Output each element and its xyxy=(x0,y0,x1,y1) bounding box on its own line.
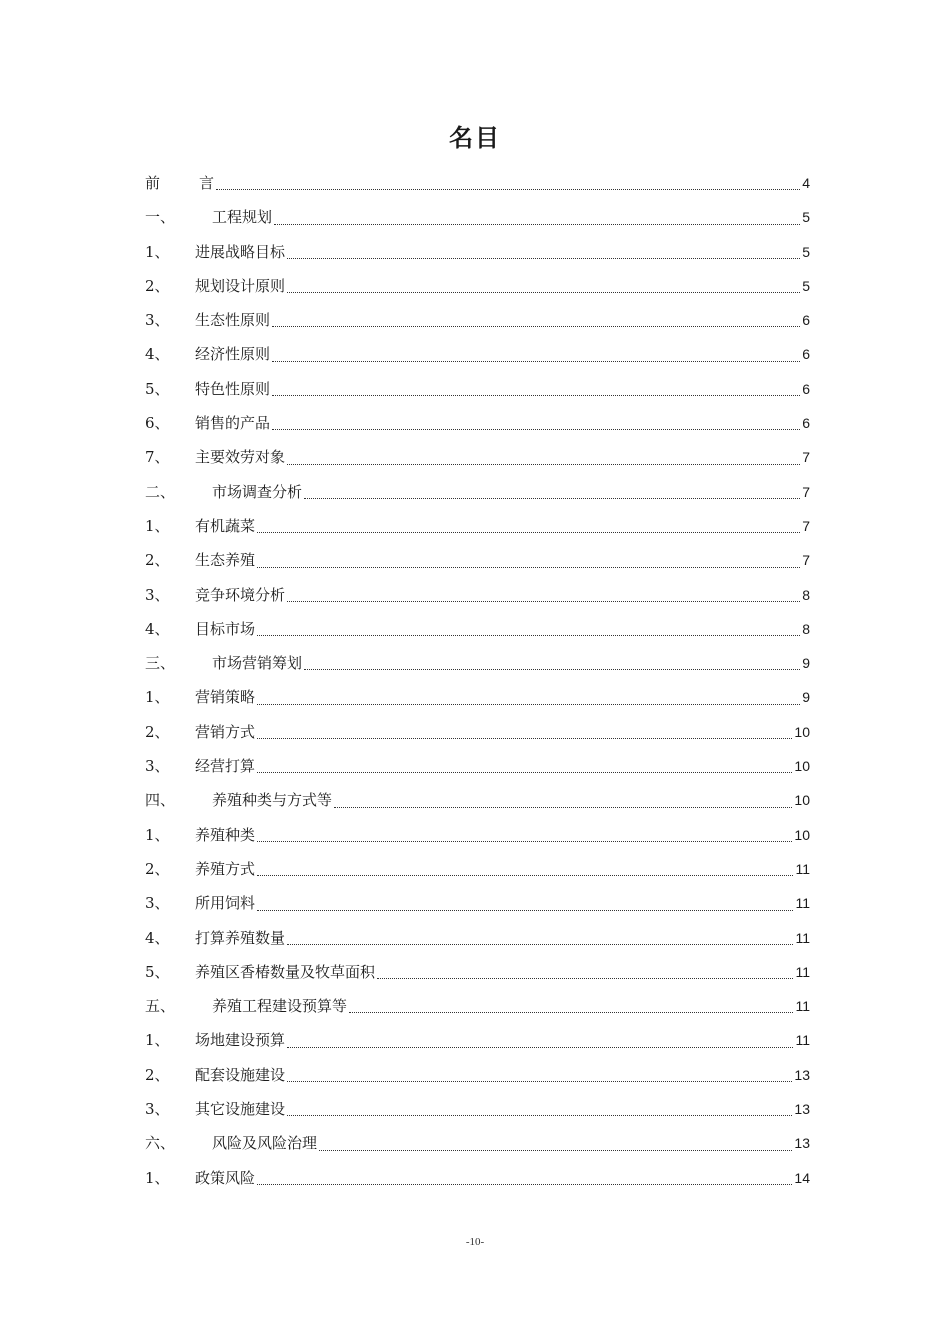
toc-entry[interactable] xyxy=(145,440,810,474)
toc-entry-number: 1、 xyxy=(145,1168,170,1187)
toc-entry-page: 14 xyxy=(794,1169,810,1186)
toc-dot-leader xyxy=(257,909,793,911)
toc-entry-number: 1、 xyxy=(145,688,170,707)
toc-entry-number: 二、 xyxy=(145,482,176,501)
toc-dot-leader xyxy=(257,874,793,876)
toc-entry[interactable] xyxy=(145,1161,810,1195)
toc-entry-label: 进展战略目标 xyxy=(195,242,286,261)
toc-dot-leader xyxy=(257,703,800,705)
toc-entry-number: 四、 xyxy=(145,791,176,810)
toc-entry-page: 6 xyxy=(802,415,810,432)
toc-entry-page: 10 xyxy=(794,723,810,740)
toc-entry-number: 2、 xyxy=(145,722,170,741)
toc-dot-leader xyxy=(287,600,800,602)
toc-dot-leader xyxy=(274,223,800,225)
toc-entry-label: 言 xyxy=(199,174,215,192)
toc-entry-page: 10 xyxy=(794,826,810,843)
toc-entry-label: 竞争环境分析 xyxy=(195,585,286,604)
toc-entry-number: 4、 xyxy=(145,928,170,947)
toc-entry-page: 10 xyxy=(794,792,810,809)
toc-dot-leader xyxy=(334,806,792,808)
toc-entry-page: 5 xyxy=(802,243,810,260)
toc-entry-page: 4 xyxy=(802,175,810,191)
toc-entry[interactable] xyxy=(145,989,810,1023)
toc-entry-label: 目标市场 xyxy=(195,619,256,638)
toc-entry-label: 养殖种类 xyxy=(195,825,256,844)
toc-dot-leader xyxy=(272,394,800,396)
toc-entry-page: 5 xyxy=(802,277,810,294)
toc-dot-leader xyxy=(272,360,800,362)
toc-entry-label: 营销策略 xyxy=(195,688,256,707)
toc-dot-leader xyxy=(216,188,800,190)
toc-entry[interactable] xyxy=(145,406,810,440)
toc-entry-number: 2、 xyxy=(145,1065,170,1084)
toc-entry-label: 配套设施建设 xyxy=(195,1065,286,1084)
toc-entry[interactable] xyxy=(145,886,810,920)
toc-entry[interactable] xyxy=(145,578,810,612)
toc-dot-leader xyxy=(304,497,800,499)
toc-entry-page: 8 xyxy=(802,586,810,603)
toc-entry[interactable] xyxy=(145,509,810,543)
toc-entry-number: 1、 xyxy=(145,825,170,844)
toc-entry[interactable] xyxy=(145,1126,810,1160)
toc-entry[interactable] xyxy=(145,372,810,406)
toc-dot-leader xyxy=(257,771,792,773)
toc-entry-label: 主要效劳对象 xyxy=(195,448,286,467)
toc-entry-page: 13 xyxy=(794,1066,810,1083)
toc-entry[interactable] xyxy=(145,612,810,646)
toc-entry-page: 10 xyxy=(794,758,810,775)
toc-entry[interactable] xyxy=(145,852,810,886)
toc-dot-leader xyxy=(257,531,800,533)
toc-entry-number: 一、 xyxy=(145,208,176,227)
toc-entry-page: 5 xyxy=(802,209,810,226)
toc-entry-label: 销售的产品 xyxy=(195,414,271,433)
toc-entry-page: 13 xyxy=(794,1135,810,1152)
toc-entry-number: 4、 xyxy=(145,345,170,364)
toc-entry[interactable] xyxy=(145,749,810,783)
toc-entry-page: 7 xyxy=(802,552,810,569)
toc-entry-number: 6、 xyxy=(145,414,170,433)
toc-entry-label: 市场营销筹划 xyxy=(212,654,303,673)
toc-entry-number: 1、 xyxy=(145,1031,170,1050)
toc-entry[interactable] xyxy=(145,1023,810,1057)
toc-entry-page: 7 xyxy=(802,483,810,500)
toc-entry-page: 9 xyxy=(802,655,810,672)
toc-entry-page: 6 xyxy=(802,380,810,397)
toc-entry-page: 9 xyxy=(802,689,810,706)
toc-entry-label: 规划设计原则 xyxy=(195,276,286,295)
toc-entry[interactable] xyxy=(145,818,810,852)
toc-entry-label: 经济性原则 xyxy=(195,345,271,364)
page-title: 名目 xyxy=(449,124,501,152)
toc-entry-page: 11 xyxy=(795,963,810,980)
toc-dot-leader xyxy=(257,737,792,739)
toc-entry[interactable] xyxy=(145,921,810,955)
toc-entry[interactable] xyxy=(145,646,810,680)
toc-entry-number: 3、 xyxy=(145,585,170,604)
toc-dot-leader xyxy=(287,463,800,465)
toc-entry-label: 养殖种类与方式等 xyxy=(212,791,333,810)
page-number: -10- xyxy=(465,1236,485,1248)
toc-entry[interactable] xyxy=(145,1092,810,1126)
toc-entry-number: 2、 xyxy=(145,551,170,570)
toc-entry-number: 2、 xyxy=(145,276,170,295)
toc-entry-page: 11 xyxy=(795,929,810,946)
toc-entry-page: 7 xyxy=(802,449,810,466)
toc-dot-leader xyxy=(257,566,800,568)
toc-entry[interactable] xyxy=(145,235,810,269)
toc-dot-leader xyxy=(272,428,800,430)
toc-entry-page: 6 xyxy=(802,312,810,329)
toc-entry-label: 养殖方式 xyxy=(195,859,256,878)
toc-dot-leader xyxy=(304,668,800,670)
toc-dot-leader xyxy=(287,1114,792,1116)
toc-entry-page: 11 xyxy=(795,1032,810,1049)
toc-dot-leader xyxy=(272,325,800,327)
toc-entry[interactable] xyxy=(145,1058,810,1092)
toc-entry-number: 3、 xyxy=(145,1100,170,1119)
toc-dot-leader xyxy=(287,1046,793,1048)
toc-entry-label: 生态养殖 xyxy=(195,551,256,570)
toc-dot-leader xyxy=(349,1011,793,1013)
toc-entry-label: 其它设施建设 xyxy=(195,1100,286,1119)
toc-entry-page: 8 xyxy=(802,620,810,637)
toc-entry-number: 六、 xyxy=(145,1134,176,1153)
toc-entry[interactable] xyxy=(145,337,810,371)
toc-entry-label: 所用饲料 xyxy=(195,894,256,913)
toc-entry-label: 经营打算 xyxy=(195,757,256,776)
toc-entry-page: 11 xyxy=(795,895,810,912)
toc-entry-label: 场地建设预算 xyxy=(195,1031,286,1050)
toc-entry[interactable] xyxy=(145,783,810,817)
toc-entry-number: 4、 xyxy=(145,619,170,638)
toc-entry[interactable] xyxy=(145,543,810,577)
toc-entry-number: 5、 xyxy=(145,962,170,981)
toc-entry-number: 5、 xyxy=(145,379,170,398)
toc-entry-label: 养殖工程建设预算等 xyxy=(212,997,348,1016)
toc-entry-number: 三、 xyxy=(145,654,176,673)
toc-entry-label: 营销方式 xyxy=(195,722,256,741)
toc-entry-page: 7 xyxy=(802,517,810,534)
toc-dot-leader xyxy=(257,634,800,636)
toc-dot-leader xyxy=(257,1183,792,1185)
toc-entry-label: 养殖区香椿数量及牧草面积 xyxy=(195,962,376,981)
toc-entry-label: 有机蔬菜 xyxy=(195,516,256,535)
toc-entry-label: 打算养殖数量 xyxy=(195,928,286,947)
toc-entry-page: 13 xyxy=(794,1101,810,1118)
toc-entry-number: 3、 xyxy=(145,894,170,913)
toc-entry[interactable] xyxy=(145,269,810,303)
toc-entry-number: 7、 xyxy=(145,448,170,467)
toc-entry-label: 风险及风险治理 xyxy=(212,1134,318,1153)
toc-entry-label: 生态性原则 xyxy=(195,311,271,330)
toc-entry-number: 3、 xyxy=(145,311,170,330)
toc-entry[interactable] xyxy=(145,955,810,989)
toc-dot-leader xyxy=(287,291,800,293)
toc-entry-label: 市场调查分析 xyxy=(212,482,303,501)
toc-dot-leader xyxy=(287,1080,792,1082)
toc-entry-label: 政策风险 xyxy=(195,1168,256,1187)
toc-entry-number: 2、 xyxy=(145,859,170,878)
toc-entry-page: 11 xyxy=(795,998,810,1015)
toc-entry[interactable] xyxy=(145,715,810,749)
toc-entry-number: 五、 xyxy=(145,997,176,1016)
toc-dot-leader xyxy=(287,257,800,259)
toc-dot-leader xyxy=(319,1149,792,1151)
toc-dot-leader xyxy=(287,943,793,945)
toc-entry[interactable] xyxy=(145,166,810,200)
toc-entry-page: 6 xyxy=(802,346,810,363)
toc-entry[interactable] xyxy=(145,200,810,234)
toc-entry-label: 工程规划 xyxy=(212,208,273,227)
toc-entry-number: 前 xyxy=(145,174,161,192)
toc-entry-page: 11 xyxy=(795,860,810,877)
toc-entry-label: 特色性原则 xyxy=(195,379,271,398)
toc-entry[interactable] xyxy=(145,475,810,509)
toc-entry-number: 1、 xyxy=(145,242,170,261)
toc-entry[interactable] xyxy=(145,680,810,714)
toc-dot-leader xyxy=(377,977,793,979)
toc-entry-number: 1、 xyxy=(145,516,170,535)
toc-dot-leader xyxy=(257,840,792,842)
table-of-contents xyxy=(145,166,810,1195)
toc-entry-number: 3、 xyxy=(145,757,170,776)
toc-entry[interactable] xyxy=(145,303,810,337)
